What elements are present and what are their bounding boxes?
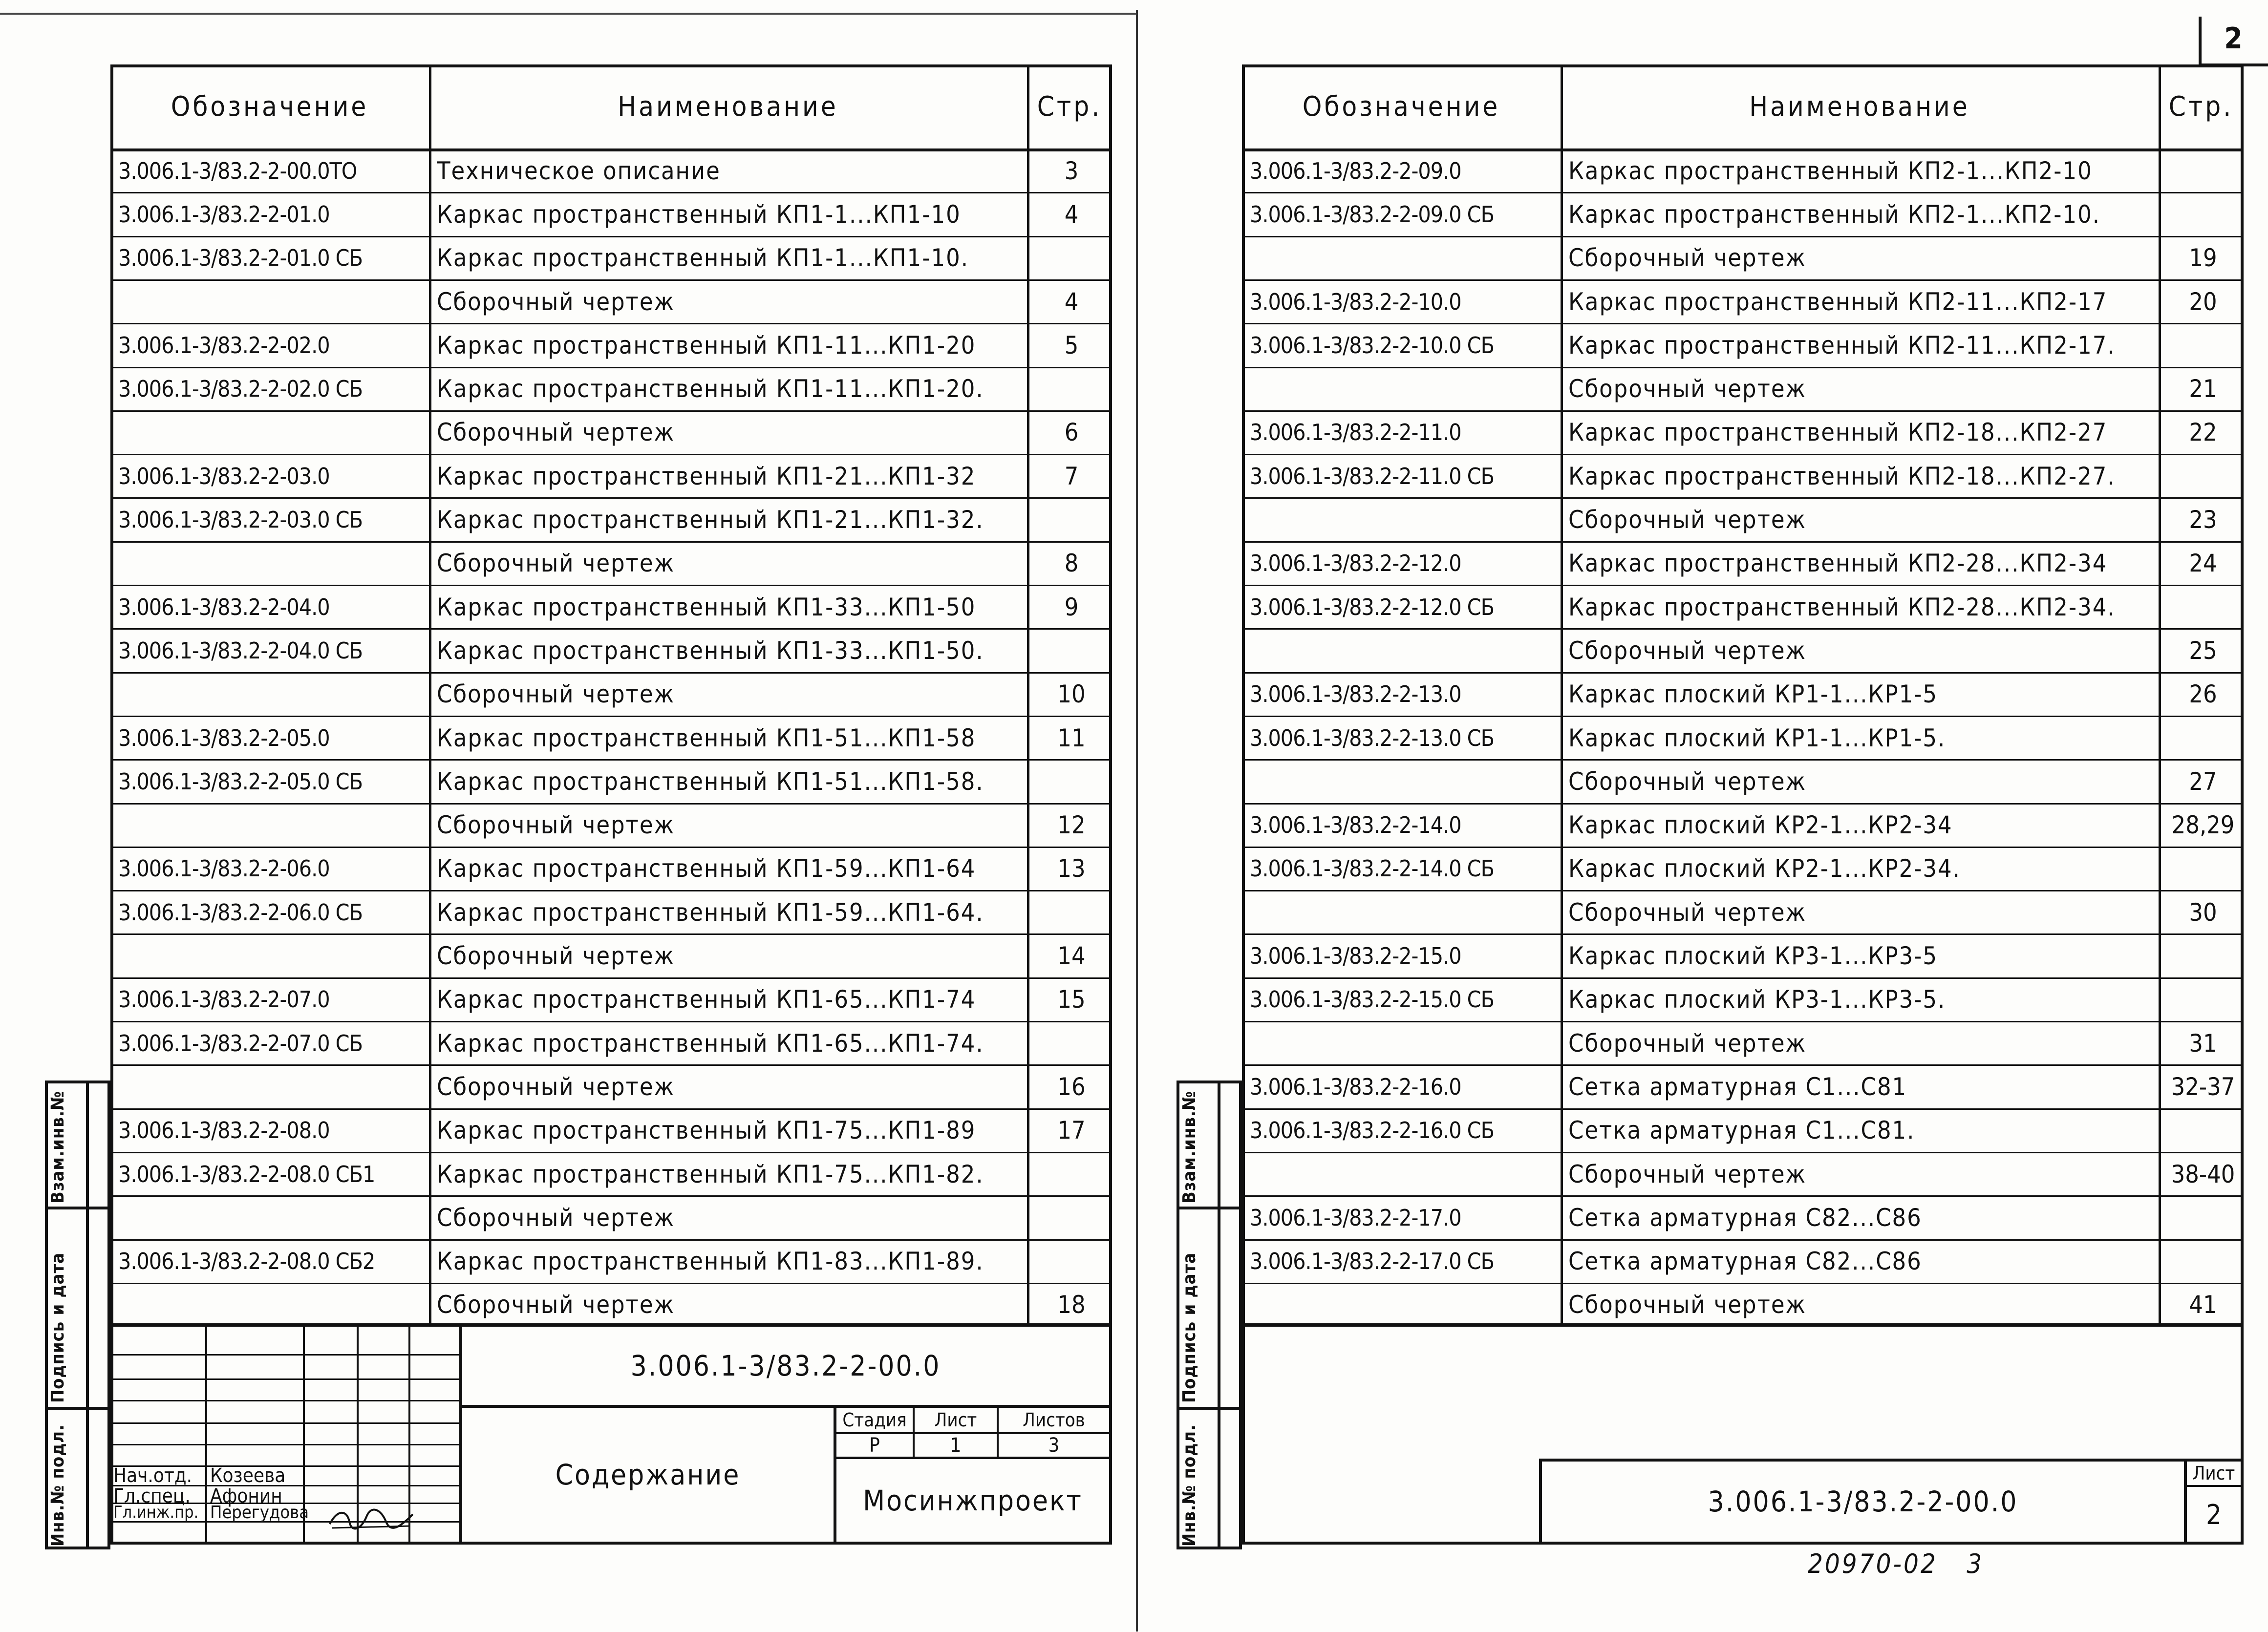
left-row-code: 3.006.1-3/83.2-2-01.0 СБ: [118, 245, 363, 272]
left-row-page: 3: [1064, 156, 1079, 185]
right-row-code: 3.006.1-3/83.2-2-10.0: [1250, 288, 1461, 315]
role-2: Гл.спец.: [113, 1485, 191, 1507]
left-row-name: Сборочный чертеж: [437, 1072, 675, 1101]
left-row-name: Каркас пространственный КП1-11...КП1-20: [437, 331, 976, 360]
right-row-name: Каркас пространственный КП2-11...КП2-17.: [1568, 331, 2116, 360]
right-row-name: Сборочный чертеж: [1568, 244, 1807, 273]
left-row-page: 13: [1057, 854, 1086, 883]
corner-page-number: 2: [2224, 21, 2243, 56]
left-row-page: 17: [1057, 1116, 1086, 1145]
person-1: Козеева: [210, 1464, 286, 1487]
left-row-page: 4: [1064, 200, 1079, 229]
right-row-code: 3.006.1-3/83.2-2-15.0 СБ: [1250, 986, 1494, 1013]
left-row-page: 16: [1057, 1072, 1086, 1101]
left-row-name: Сборочный чертеж: [437, 287, 675, 316]
right-stamp-doc-code: 3.006.1-3/83.2-2-00.0: [1708, 1485, 2018, 1518]
right-row-code: [1250, 1285, 1557, 1325]
right-row-page: 26: [2189, 680, 2217, 709]
left-header-designation: Обозначение: [171, 90, 369, 123]
left-row-code: [118, 412, 425, 453]
left-row-name: Сборочный чертеж: [437, 680, 675, 709]
left-row-name: Каркас пространственный КП1-65...КП1-74.: [437, 1029, 984, 1058]
left-row-page: 9: [1064, 593, 1079, 621]
right-row-page: [2166, 935, 2240, 976]
right-row-code: 3.006.1-3/83.2-2-16.0 СБ: [1250, 1117, 1494, 1144]
bottom-note: 20970-02 3: [1808, 1548, 1984, 1579]
person-3: Перегудова: [210, 1503, 309, 1523]
left-row-name: Каркас пространственный КП1-21...КП1-32.: [437, 506, 984, 534]
left-row-code: 3.006.1-3/83.2-2-04.0 СБ: [118, 637, 363, 664]
left-row-name: Каркас пространственный КП1-1...КП1-10.: [437, 244, 969, 273]
right-row-name: Каркас плоский КР2-1...КР2-34: [1568, 811, 1953, 840]
right-stamp-sheet: 2: [2205, 1499, 2222, 1531]
right-row-page: 31: [2189, 1029, 2217, 1058]
right-row-page: 41: [2189, 1291, 2217, 1319]
right-row-name: Сетка арматурная С82...С86: [1568, 1203, 1922, 1232]
right-row-page: 27: [2189, 767, 2217, 796]
right-stamp-sheet-label: Лист: [2192, 1462, 2235, 1484]
right-row-page: [2166, 150, 2240, 191]
left-stamp-org: Мосинжпроект: [863, 1484, 1083, 1517]
right-row-code: [1250, 1154, 1557, 1194]
left-row-page: [1035, 1023, 1108, 1063]
right-row-page: [2166, 194, 2240, 234]
left-row-code: 3.006.1-3/83.2-2-02.0: [118, 332, 330, 359]
right-row-code: 3.006.1-3/83.2-2-12.0: [1250, 550, 1461, 577]
left-stamp-sheet: 1: [950, 1434, 962, 1457]
right-row-name: Каркас плоский КР2-1...КР2-34.: [1568, 854, 1961, 883]
left-header-page: Стр.: [1037, 90, 1102, 123]
right-row-name: Сборочный чертеж: [1568, 898, 1807, 927]
right-row-name: Сборочный чертеж: [1568, 1291, 1807, 1319]
right-row-page: 22: [2189, 418, 2217, 447]
right-row-page: [2166, 979, 2240, 1020]
left-row-code: 3.006.1-3/83.2-2-05.0: [118, 724, 330, 751]
left-row-code: [118, 543, 425, 584]
left-row-code: [118, 1285, 425, 1325]
left-row-code: 3.006.1-3/83.2-2-00.0ТО: [118, 157, 357, 184]
left-row-code: 3.006.1-3/83.2-2-07.0: [118, 986, 330, 1013]
left-stamp-doc-code: 3.006.1-3/83.2-2-00.0: [630, 1349, 941, 1382]
right-row-page: 32-37: [2171, 1072, 2235, 1101]
right-row-code: [1250, 238, 1557, 278]
left-row-page: 7: [1064, 462, 1079, 490]
right-row-page: [2166, 456, 2240, 496]
right-row-page: 28,29: [2171, 811, 2235, 840]
left-row-page: [1035, 499, 1108, 540]
right-row-code: 3.006.1-3/83.2-2-17.0: [1250, 1204, 1461, 1231]
left-row-code: [118, 935, 425, 976]
right-row-name: Сетка арматурная С1...С81.: [1568, 1116, 1915, 1145]
left-row-code: 3.006.1-3/83.2-2-02.0 СБ: [118, 376, 363, 403]
left-row-code: [118, 805, 425, 846]
right-row-name: Каркас пространственный КП2-1...КП2-10.: [1568, 200, 2100, 229]
left-row-code: [118, 1197, 425, 1238]
left-row-page: 8: [1064, 549, 1079, 578]
left-row-page: [1035, 630, 1108, 671]
left-strip-sign-date: Подпись и дата: [48, 1252, 68, 1403]
left-row-name: Сборочный чертеж: [437, 549, 675, 578]
left-row-page: [1035, 1154, 1108, 1194]
right-row-page: [2166, 587, 2240, 627]
right-row-page: [2166, 848, 2240, 889]
left-strip-replace-inv: Взам.инв.№: [48, 1091, 68, 1204]
left-row-name: Сборочный чертеж: [437, 942, 675, 971]
right-row-page: 20: [2189, 287, 2217, 316]
right-strip-replace-inv: Взам.инв.№: [1179, 1091, 1199, 1204]
right-row-name: Сборочный чертеж: [1568, 767, 1807, 796]
right-row-name: Сборочный чертеж: [1568, 375, 1807, 403]
left-row-code: 3.006.1-3/83.2-2-08.0: [118, 1117, 330, 1144]
right-row-page: 30: [2189, 898, 2217, 927]
left-row-page: 6: [1064, 418, 1079, 447]
right-row-code: [1250, 630, 1557, 671]
right-row-code: [1250, 499, 1557, 540]
left-row-name: Сборочный чертеж: [437, 1203, 675, 1232]
left-row-name: Каркас пространственный КП1-83...КП1-89.: [437, 1247, 984, 1276]
right-row-page: [2166, 325, 2240, 365]
right-row-name: Сетка арматурная С82...С86: [1568, 1247, 1922, 1276]
right-row-name: Каркас пространственный КП2-18...КП2-27: [1568, 418, 2108, 447]
left-stamp-sheet-label: Лист: [934, 1409, 977, 1431]
right-row-code: 3.006.1-3/83.2-2-12.0 СБ: [1250, 593, 1494, 620]
right-row-code: 3.006.1-3/83.2-2-09.0: [1250, 157, 1461, 184]
right-row-name: Сборочный чертеж: [1568, 1160, 1807, 1188]
left-row-name: Каркас пространственный КП1-1...КП1-10: [437, 200, 961, 229]
left-row-code: [118, 674, 425, 715]
sheet-top-edge: [0, 13, 1136, 15]
left-row-page: 10: [1057, 680, 1086, 709]
left-row-page: 4: [1064, 287, 1079, 316]
left-row-name: Каркас пространственный КП1-75...КП1-82.: [437, 1160, 984, 1188]
left-row-name: Каркас пространственный КП1-59...КП1-64: [437, 854, 976, 883]
right-row-code: 3.006.1-3/83.2-2-15.0: [1250, 943, 1461, 970]
right-row-code: 3.006.1-3/83.2-2-17.0 СБ: [1250, 1248, 1494, 1275]
right-row-name: Каркас пространственный КП2-11...КП2-17: [1568, 287, 2108, 316]
right-row-code: 3.006.1-3/83.2-2-14.0: [1250, 812, 1461, 839]
right-row-code: [1250, 761, 1557, 802]
right-header-name: Наименование: [1749, 90, 1970, 123]
left-row-page: [1035, 1197, 1108, 1238]
right-row-name: Каркас пространственный КП2-1...КП2-10: [1568, 156, 2093, 185]
left-row-name: Каркас пространственный КП1-51...КП1-58: [437, 723, 976, 752]
left-stamp-sheets-label: Листов: [1023, 1409, 1085, 1431]
left-row-code: 3.006.1-3/83.2-2-08.0 СБ1: [118, 1161, 375, 1187]
left-row-name: Сборочный чертеж: [437, 1291, 675, 1319]
right-row-name: Каркас плоский КР1-1...КР1-5: [1568, 680, 1938, 709]
right-strip-sign-date: Подпись и дата: [1179, 1252, 1199, 1403]
right-row-page: [2166, 1110, 2240, 1151]
left-row-page: 5: [1064, 331, 1079, 360]
right-row-name: Каркас пространственный КП2-28...КП2-34: [1568, 549, 2108, 578]
left-row-page: [1035, 1241, 1108, 1282]
left-row-name: Каркас пространственный КП1-75...КП1-89: [437, 1116, 976, 1145]
right-row-page: 19: [2189, 244, 2217, 273]
left-strip-inv-no: Инв.№ подл.: [48, 1424, 68, 1547]
left-stamp-sheets: 3: [1048, 1434, 1060, 1457]
right-row-name: Сборочный чертеж: [1568, 636, 1807, 665]
left-stamp-stage: Р: [869, 1434, 880, 1457]
right-row-code: [1250, 369, 1557, 409]
left-row-name: Каркас пространственный КП1-33...КП1-50: [437, 593, 976, 621]
right-row-code: 3.006.1-3/83.2-2-10.0 СБ: [1250, 332, 1494, 359]
left-row-page: 14: [1057, 942, 1086, 971]
right-row-code: 3.006.1-3/83.2-2-13.0: [1250, 681, 1461, 708]
left-row-name: Каркас пространственный КП1-21...КП1-32: [437, 462, 976, 490]
left-row-code: 3.006.1-3/83.2-2-06.0 СБ: [118, 899, 363, 926]
right-row-name: Каркас пространственный КП2-18...КП2-27.: [1568, 462, 2116, 490]
left-row-name: Сборочный чертеж: [437, 418, 675, 447]
right-strip-inv-no: Инв.№ подл.: [1179, 1424, 1199, 1547]
right-row-code: [1250, 1023, 1557, 1063]
left-row-page: 12: [1057, 811, 1086, 840]
right-header-designation: Обозначение: [1302, 90, 1500, 123]
left-row-name: Каркас пространственный КП1-51...КП1-58.: [437, 767, 984, 796]
right-row-page: 23: [2189, 506, 2217, 534]
right-row-code: [1250, 892, 1557, 933]
right-header-page: Стр.: [2168, 90, 2234, 123]
right-row-name: Каркас плоский КР3-1...КР3-5: [1568, 942, 1938, 971]
right-row-code: 3.006.1-3/83.2-2-13.0 СБ: [1250, 724, 1494, 751]
left-row-page: 18: [1057, 1291, 1086, 1319]
left-row-code: 3.006.1-3/83.2-2-04.0: [118, 593, 330, 620]
left-row-page: [1035, 761, 1108, 802]
left-row-code: 3.006.1-3/83.2-2-03.0 СБ: [118, 507, 363, 533]
right-row-code: 3.006.1-3/83.2-2-14.0 СБ: [1250, 855, 1494, 882]
left-row-name: Каркас пространственный КП1-59...КП1-64.: [437, 898, 984, 927]
left-row-name: Каркас пространственный КП1-65...КП1-74: [437, 985, 976, 1014]
left-header-name: Наименование: [618, 90, 838, 123]
right-row-name: Сборочный чертеж: [1568, 506, 1807, 534]
left-row-code: [118, 1066, 425, 1107]
right-row-page: 21: [2189, 375, 2217, 403]
right-row-code: 3.006.1-3/83.2-2-09.0 СБ: [1250, 201, 1494, 228]
role-1: Нач.отд.: [113, 1464, 193, 1487]
right-row-page: [2166, 718, 2240, 758]
left-stamp-stage-label: Стадия: [842, 1409, 907, 1431]
left-row-code: 3.006.1-3/83.2-2-08.0 СБ2: [118, 1248, 375, 1275]
left-row-code: 3.006.1-3/83.2-2-06.0: [118, 855, 330, 882]
left-row-name: Каркас пространственный КП1-11...КП1-20.: [437, 375, 984, 403]
right-row-page: 24: [2189, 549, 2217, 578]
left-row-name: Сборочный чертеж: [437, 811, 675, 840]
left-stamp-title: Содержание: [555, 1458, 741, 1491]
left-row-page: [1035, 892, 1108, 933]
right-row-name: Каркас плоский КР3-1...КР3-5.: [1568, 985, 1946, 1014]
left-row-code: [118, 281, 425, 322]
left-row-code: 3.006.1-3/83.2-2-07.0 СБ: [118, 1030, 363, 1057]
role-3: Гл.инж.пр.: [113, 1503, 199, 1522]
left-row-page: 11: [1057, 723, 1086, 752]
right-row-code: 3.006.1-3/83.2-2-16.0: [1250, 1073, 1461, 1100]
left-row-code: 3.006.1-3/83.2-2-01.0: [118, 201, 330, 228]
right-row-page: 25: [2189, 636, 2217, 665]
sheet-fold-line: [1136, 10, 1138, 1632]
left-row-page: [1035, 369, 1108, 409]
left-row-code: 3.006.1-3/83.2-2-03.0: [118, 463, 330, 489]
right-row-page: 38-40: [2171, 1160, 2235, 1188]
signature-scribble: [327, 1505, 415, 1534]
right-row-name: Сетка арматурная С1...С81: [1568, 1072, 1907, 1101]
right-row-name: Каркас пространственный КП2-28...КП2-34.: [1568, 593, 2116, 621]
left-row-name: Техническое описание: [437, 156, 721, 185]
left-row-code: 3.006.1-3/83.2-2-05.0 СБ: [118, 768, 363, 795]
right-row-code: 3.006.1-3/83.2-2-11.0 СБ: [1250, 463, 1494, 489]
left-row-name: Каркас пространственный КП1-33...КП1-50.: [437, 636, 984, 665]
left-row-page: 15: [1057, 985, 1086, 1014]
left-row-page: [1035, 238, 1108, 278]
person-2: Афонин: [210, 1485, 282, 1507]
right-row-name: Каркас плоский КР1-1...КР1-5.: [1568, 723, 1946, 752]
right-row-page: [2166, 1197, 2240, 1238]
right-row-code: 3.006.1-3/83.2-2-11.0: [1250, 419, 1461, 446]
right-row-page: [2166, 1241, 2240, 1282]
right-row-name: Сборочный чертеж: [1568, 1029, 1807, 1058]
